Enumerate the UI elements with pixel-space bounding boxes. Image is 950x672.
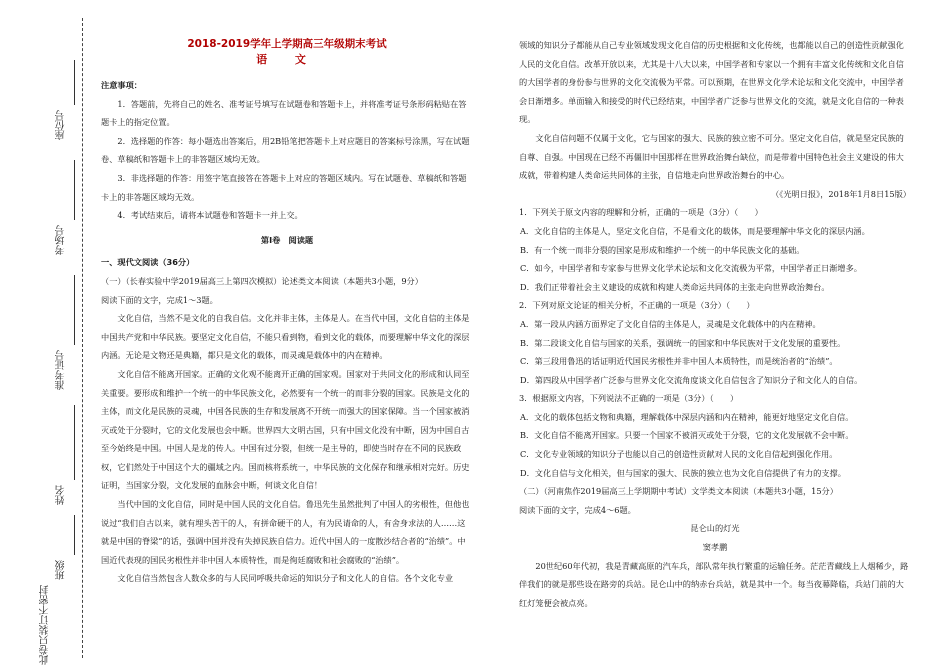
passage-intro: （一）（长春实验中学2019届高三上第四次模拟）论述类文本阅读（本题共3小题，9分） <box>101 275 423 286</box>
question-option: D．文化自信与文化相关，但与国家的强大、民族的独立也为文化自信提供了有力的支撑。 <box>520 467 846 478</box>
exam-title: 2018-2019学年上学期高三年级期末考试 <box>187 38 387 50</box>
question-option: C．第三段用鲁迅的话证明近代国民劣根性并非中国人本质特性，而是统治者的“治绩”。 <box>520 356 838 367</box>
story-author: 窦孝鹏 <box>702 542 728 553</box>
exam-room-blank[interactable] <box>74 160 75 220</box>
question-option: A．文化自信的主体是人，坚定文化自信，不是看文化的载体，而是要理解中华文化的深层内涵。 <box>520 225 870 236</box>
class-blank[interactable] <box>74 515 75 555</box>
passage-paragraph: 文化自信不能离开国家。正确的文化观不能离开正确的国家观。国家对于共同文化的形成和认同至关重要。要形成和维护一个统一的中华民族文化，必然要有一个统一的而非分裂的国家。民族是文化的主体，而文化是民族的灵魂，中国各民族的生存和发展离不开统一而强大的国家保障。当一个国家被消灭或处于分裂时，它的文化发展也会中断。世界四大文明古国，只有中国文化没有中断，因为中国自古至今始终是中国。中国人是龙的传人。中国有过分裂，但统一是主导的，即使当时存在不同的民族政权，它们然处于中国这个大的疆域之内。国而核将系统一，中华民族的文化保存和继承相对完好。历史证明，当国家分裂，文化发展的血脉会中断，何谈文化自信！ <box>101 368 470 491</box>
notice-item: 3．非选择题的作答：用签字笔直接答在答题卡上对应的答题区域内。写在试题卷、草稿纸和答题卡上的非答题区域均无效。 <box>101 172 467 202</box>
admission-number-label: 准考证号 <box>56 350 67 390</box>
passage-paragraph: 文化自信，当然不是文化的自我自信。文化并非主体，主体是人。在当代中国，文化自信的主体是中国共产党和中华民族。要坚定文化自信，不能只看到物，看到文化的载体，而要理解中华文化的深层内涵。无论是文物还是典籍，都只是文化的载体，而灵魂是载体中的内在精神。 <box>101 313 470 361</box>
binding-margin <box>0 0 90 672</box>
passage-instruction: 阅读下面的文字，完成4～6题。 <box>519 504 636 515</box>
name-blank[interactable] <box>74 405 75 480</box>
question-stem: 1．下列关于原文内容的理解和分析，正确的一项是（3分）（ ） <box>519 207 763 218</box>
passage-source: （《光明日报》，2018年1月8日15版） <box>771 188 911 199</box>
class-label: 班级 <box>56 560 67 580</box>
admission-number-blank[interactable] <box>74 275 75 345</box>
name-label: 姓名 <box>56 485 67 505</box>
passage-paragraph: 文化自信问题不仅属于文化，它与国家的强大、民族的独立密不可分。坚定文化自信，就是坚定民族的自尊、自强。中国现在已经不再僵旧中国那样在世界政治舞台缺位，而是带着中国特色社会主义建设的伟大成就，带着构建人类命运共同体的主张，自信地走向世界政治舞台的中心。 <box>519 132 904 181</box>
question-option: C．如今，中国学者和专家参与世界文化学术论坛和文化交流极为平常，中国学者正日渐增多。 <box>520 263 862 274</box>
passage-paragraph: 当代中国的文化自信，同时是中国人民的文化自信。鲁迅先生虽然批判了中国人的劣根性，但他也说过“我们自古以来，就有埋头苦干的人，有拼命硬干的人，有为民请命的人，有舍身求法的人……这就是中国的脊梁”的话，强调中国并没有失掉民族自信力。近代中国人的一度散沙结合者的“治绩”。中国近代表现的国民劣根性并非中国人本质特性，而是徇廷腐败和社会腐败的“治绩”。 <box>101 499 470 565</box>
question-stem: 3．根据原文内容，下列说法不正确的一项是（3分）（ ） <box>519 393 739 404</box>
right-column <box>519 36 911 612</box>
passage-paragraph: 领域的知识分子都能从自己专业领域发现文化自信的历史根据和文化传统，也都能以自己的创造性贡献强化人民的文化自信。改革开放以来，尤其是十八大以来，中国学者和专家以一个拥有丰富文化传统和文化自信的大国学者的身份参与世界的文化交流极为平常。可以预期，在世界文化学术论坛和文化交流中，中国学者会日渐增多。单面输入和接受的时代已经结束，中国学者广泛参与世界文化的交流，就是文化自信的一种表现。 <box>519 40 904 125</box>
notice-heading: 注意事项： <box>101 80 142 90</box>
story-paragraph: 20世纪60年代初，我是青藏高原的汽车兵，部队常年执行繁重的运输任务。茫茫青藏线上人烟稀少，路伴我们的就是那些设在路旁的兵站。昆仑山中的纳赤台兵站，就是其中一个。每当夜幕降临，兵站门前的大红灯笼便会被点亮。 <box>519 560 909 608</box>
seat-number-blank[interactable] <box>74 60 75 105</box>
notice-item: 1．答题前，先将自己的姓名、准考证号填写在试题卷和答题卡上，并将准考证号条形码粘贴在答题卡上的指定位置。 <box>101 98 467 128</box>
question-option: A．文化的载体包括文物和典籍，理解载体中深层内涵和内在精神，能更好地坚定文化自信。 <box>520 411 854 422</box>
question-option: B．文化自信不能离开国家。只要一个国家不被消灭或处于分裂，它的文化发展就不会中断。 <box>520 430 854 441</box>
notice-item: 4．考试结束后，请将本试题卷和答题卡一并上交。 <box>117 210 303 221</box>
story-title: 昆仑山的灯光 <box>690 523 740 534</box>
section-heading: 一、现代文阅读（36分） <box>101 257 195 268</box>
question-option: D．我们正带着社会主义建设的成就和构建人类命运共同体的主张走向世界政治舞台。 <box>520 281 830 292</box>
passage-intro: （二）（河南焦作2019届高三上学期期中考试）文学类文本阅读（本题共3小题，15分） <box>519 486 838 497</box>
question-option: D．第四段从中国学者广泛参与世界文化交流角度谈文化自信包含了知识分子和文化人的自信。 <box>520 374 863 385</box>
volume-title: 第Ⅰ卷 阅读题 <box>260 234 314 245</box>
notice-item: 2．选择题的作答：每小题选出答案后，用2B铅笔把答题卡上对应题目的答案标号涂黑，写在试题卷、草稿纸和答题卡上的非答题区域均无效。 <box>101 135 470 165</box>
binding-dashed-line <box>82 18 83 658</box>
question-stem: 2．下列对原文论证的相关分析，不正确的一项是（3分）（ ） <box>519 300 755 311</box>
seat-number-label: 座位号 <box>56 110 67 140</box>
passage-paragraph: 文化自信当然包含人数众多的与人民同呼吸共命运的知识分子和文化人的自信。各个文化专业 <box>117 573 454 584</box>
exam-room-label: 考场号 <box>56 225 67 255</box>
passage-instruction: 阅读下面的文字，完成1～3题。 <box>101 294 218 305</box>
question-option: A．第一段从内涵方面界定了文化自信的主体是人，灵魂是文化载体中的内在精神。 <box>520 318 821 329</box>
left-column <box>101 36 473 588</box>
question-option: B．第二段谈文化自信与国家的关系，强调统一的国家和中华民族对于文化发展的重要性。 <box>520 337 846 348</box>
question-option: B．有一个统一而非分裂的国家是形成和维护一个统一的中华民族文化的基础。 <box>520 244 805 255</box>
question-option: C．文化专业领域的知识分子也能以自己的创造性贡献对人民的文化自信起到强化作用。 <box>520 449 838 460</box>
subject-title: 语 文 <box>256 53 318 66</box>
seal-notice: 此卷只装订不密封 <box>40 585 51 665</box>
